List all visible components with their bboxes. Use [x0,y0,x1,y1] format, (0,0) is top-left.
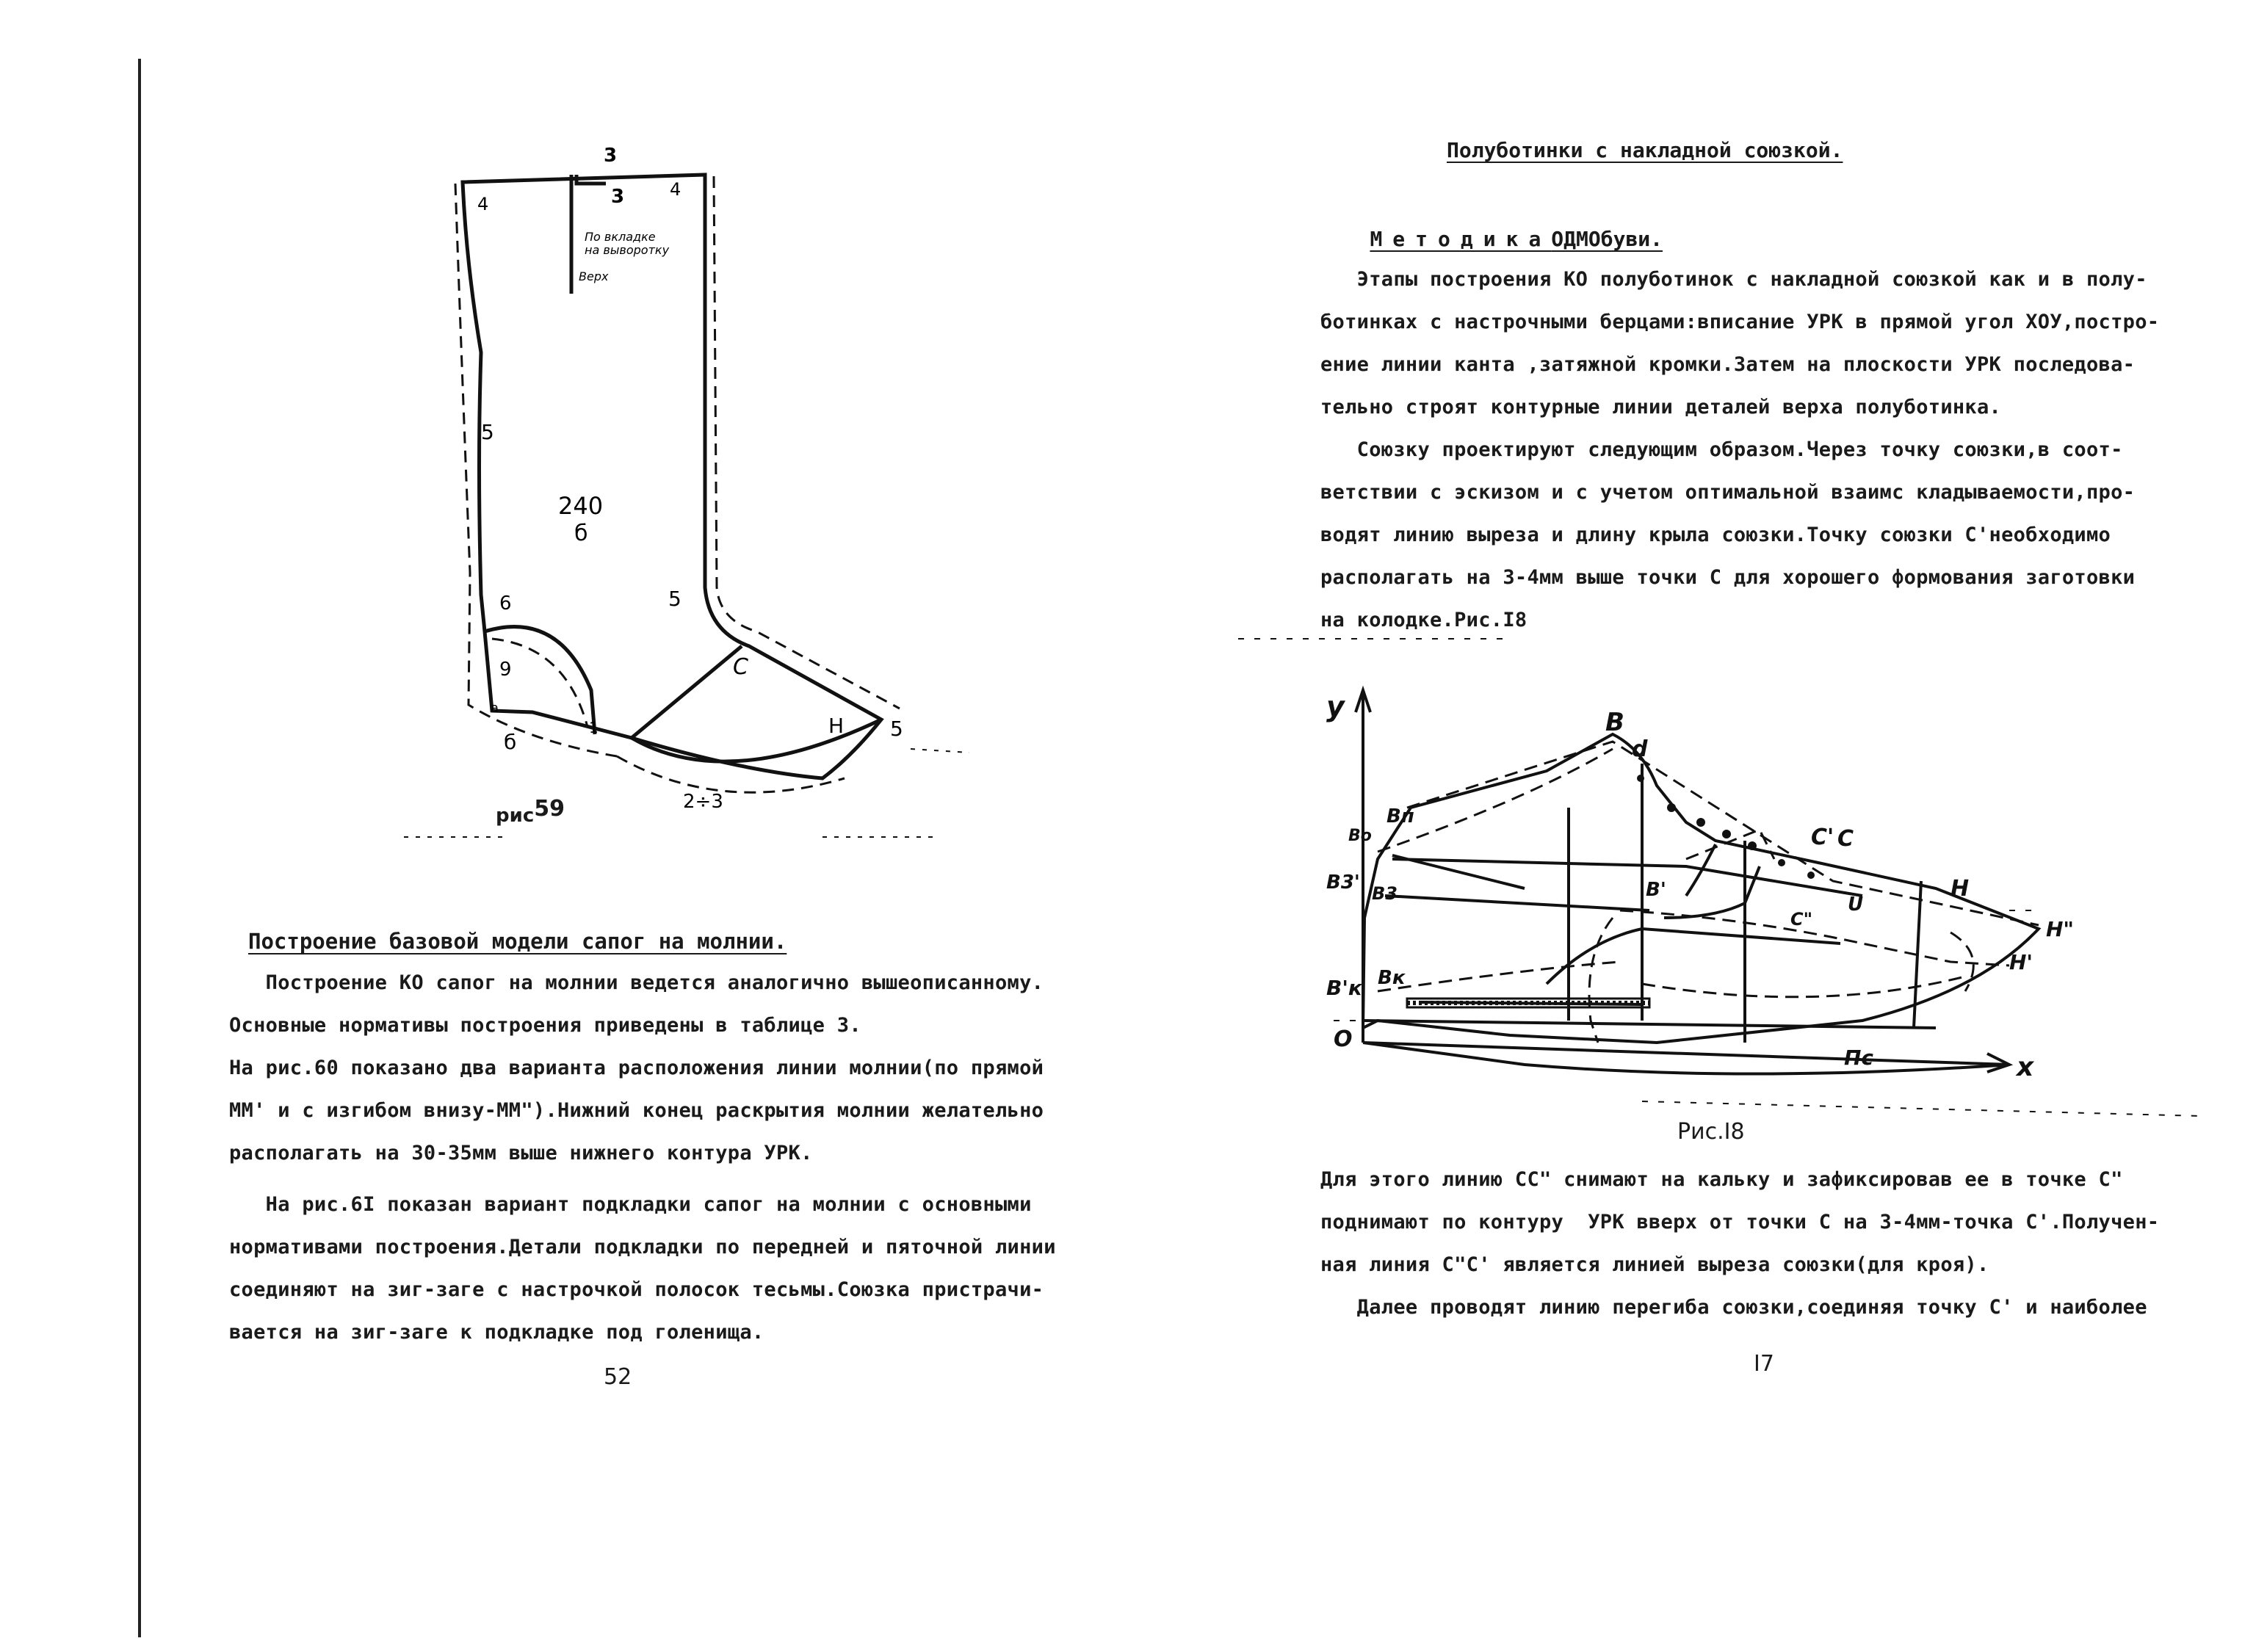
fig59-label-6: 6 [499,593,512,615]
fig18-label-c: C [1837,826,1854,852]
fig18-label-b3prime: B3' [1326,872,1360,894]
fig18-label-x: x [2017,1052,2034,1082]
left-line-4: ММ' и с изгибом внизу-ММ").Нижний конец раскрытия молнии желательно [229,1099,1044,1122]
right-body-text-1 [1320,258,2159,642]
fig18-label-o: O [1334,1026,1353,1052]
fig59-note-line2: на выворотку [585,243,670,257]
fig18-label-d: d [1632,736,1648,762]
fig59-label-inner3: 3 [611,186,625,208]
left-line-9: вается на зиг-заге к подкладке под голенища. [229,1321,764,1344]
right-line-8: располагать на 3-4мм выше точки С для хорошего формования заготовки [1320,566,2136,589]
left-line-3: На рис.60 показано два варианта расположения линии молнии(по прямой [229,1057,1044,1079]
right-line-2: ботинках с настрочными берцами:вписание УРК в прямой угол ХОУ,постро- [1320,311,2160,333]
right-page [1128,0,2256,1652]
shoe-pattern-figure [1304,675,2200,1116]
right-line-5: Союзку проектируют следующим образом.Через точку союзки,в соот- [1320,438,2123,461]
left-line-5: располагать на 30-35мм выше нижнего контура УРК. [229,1142,813,1164]
fig59-label-a: a [491,700,499,716]
fig18-label-pc: Пс [1844,1046,1874,1070]
method-rest: ОДМОбуви. [1551,227,1663,251]
left-line-7: нормативами построения.Детали подкладки по передней и пяточной линии [229,1236,1056,1258]
right-line-3: ение линии канта ,затяжной кромки.Затем на плоскости УРК последова- [1320,353,2136,376]
fig59-note-line1: По вкладке [585,230,656,244]
left-section-heading: Построение базовой модели сапог на молнии. [248,929,787,954]
fig59-label-4-right: 4 [670,179,682,200]
fig18-label-bkprime: B'к [1326,976,1362,1000]
fig18-label-y: y [1326,690,1345,722]
fig18-label-b: B [1605,708,1624,737]
right-line-7: водят линию выреза и длину крыла союзки.Точку союзки С'необходимо [1320,524,2111,546]
shoe-pattern-drawing [1304,675,2200,1116]
fig59-label-top3: 3 [604,145,618,167]
fig18-label-b3: B3 [1372,883,1398,904]
fig59-label-bottom: 2÷3 [683,791,723,813]
fig18-label-cprime: C' [1811,825,1834,850]
fig59-label-1: 1 [589,719,599,736]
fig18-label-bo: Bо [1348,827,1372,845]
fig18-label-bprime: B' [1646,879,1666,901]
right-line-9: на колодке.Рис.I8 [1320,609,1528,631]
fig59-label-h: H [828,714,845,738]
boot-pattern-drawing [411,132,999,852]
right-line-6: ветствии с эскизом и с учетом оптимальной взаимс кладываемости,про- [1320,481,2136,504]
left-body-text [229,962,1056,1354]
fig18-label-h: H [1950,876,1970,902]
fig59-caption-prefix: рис [496,805,535,827]
fig18-label-h2: H" [2046,917,2075,941]
fig59-label-toe5: 5 [890,717,903,741]
right-body-text-2 [1320,1159,2159,1329]
binding-edge [138,59,141,1637]
fig59-label-5-right: 5 [668,587,682,611]
fig18-label-bk: Bк [1378,967,1406,989]
fig59-caption [496,796,565,827]
fig18-label-hprime: H' [2009,950,2033,974]
fig59-label-c: C [733,654,748,680]
fig59-center-number: 240 [558,492,604,520]
left-line-2: Основные нормативы построения приведены в таблице 3. [229,1014,861,1037]
right-line-10: Для этого линию СС" снимают на кальку и зафиксировав ее в точке С" [1320,1168,2123,1191]
right-line-12: ная линия С"С' является линией выреза союзки(для кроя). [1320,1253,1989,1276]
boot-pattern-figure [411,132,999,852]
fig18-label-bn: Bп [1386,805,1414,827]
fig59-note-verh: Верх [579,269,609,283]
fig18-label-c2: C" [1790,909,1813,930]
right-line-13: Далее проводят линию перегиба союзки,соединяя точку С' и наиболее [1320,1296,2147,1319]
left-line-8: соединяют на зиг-заге с настрочкой полосок тесьмы.Союзка пристрачи- [229,1278,1044,1301]
right-line-4: тельно строят контурные линии деталей верха полуботинка. [1320,396,2002,419]
fig59-label-9: 9 [499,659,512,681]
right-page-number: I7 [1754,1351,1774,1377]
right-line-1: Этапы построения КО полуботинок с накладной союзкой как и в полу- [1320,268,2147,291]
fig18-label-u: U [1848,894,1864,916]
left-page-number: 52 [604,1364,632,1390]
fig18-caption: Рис.I8 [1677,1119,1745,1145]
fig59-center-letter: б [574,521,588,546]
fig59-label-b-bottom: б [504,730,517,754]
fig59-label-5-left: 5 [481,420,494,444]
left-line-1: Построение КО сапог на молнии ведется аналогично вышеописанному. [229,971,1044,994]
method-word: Методика [1370,227,1552,251]
fig59-caption-number: 59 [534,796,565,822]
left-line-6: На рис.6I показан вариант подкладки сапог на молнии с основными [229,1193,1032,1216]
right-title: Полуботинки с накладной союзкой. [1447,138,1843,162]
right-line-11: поднимают по контуру УРК вверх от точки С на 3-4мм-точка С'.Получен- [1320,1211,2160,1233]
fig59-label-4-left: 4 [477,194,489,214]
